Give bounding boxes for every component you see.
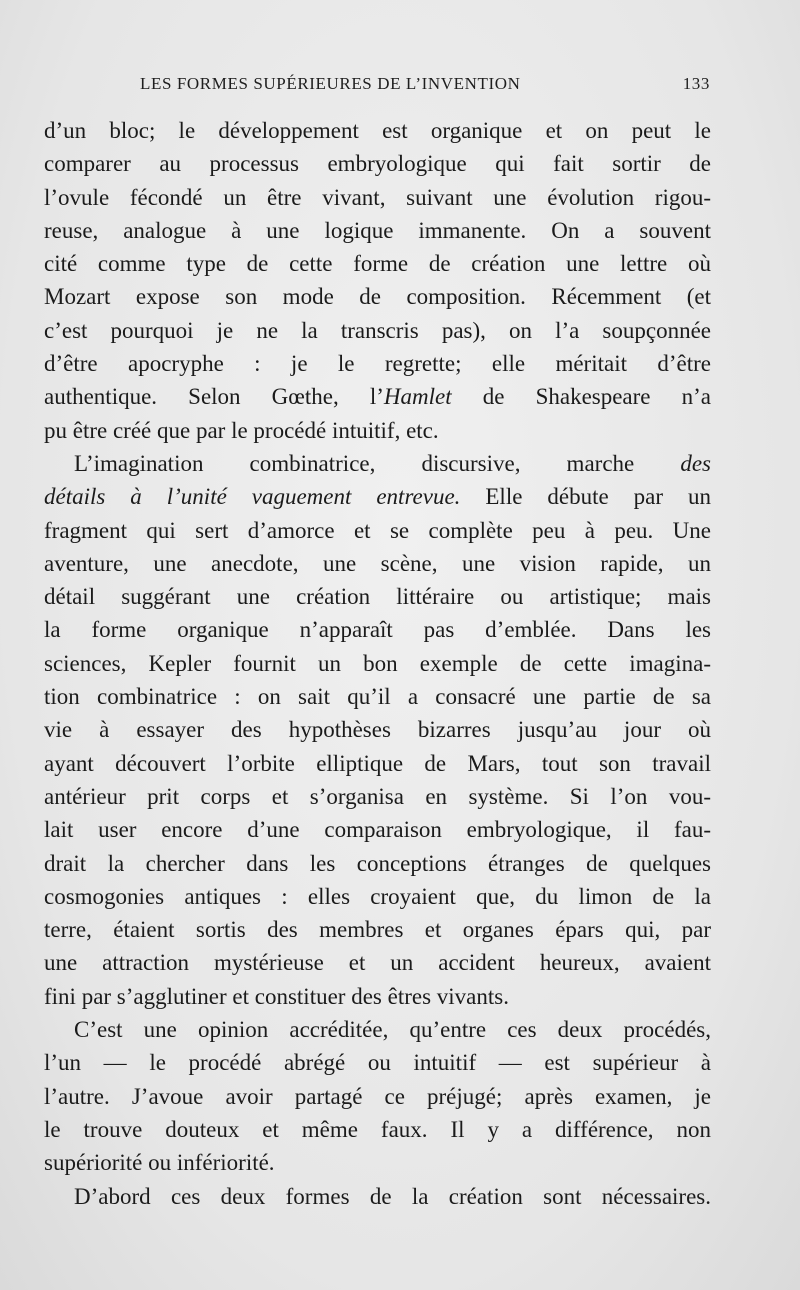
text-line	[44, 480, 711, 513]
text-line: D’abord ces deux formes de la création sont nécessaires.	[74, 1183, 711, 1209]
text-line: la forme organique n’apparaît pas d’emblée. Dans les	[44, 617, 711, 643]
text-line: antérieur prit corps et s’organisa en système. Si l’on vou-	[44, 783, 711, 809]
text-segment: L’imagination combinatrice, discursive, marche	[74, 450, 681, 476]
text-line: pu être créé que par le procédé intuitif, etc.	[44, 417, 439, 443]
text-line: ayant découvert l’orbite elliptique de Mars, tout son travail	[44, 750, 711, 776]
body-text	[44, 114, 711, 1213]
text-line: terre, étaient sortis des membres et organes épars qui, par	[44, 917, 711, 943]
text-line: supériorité ou infériorité.	[44, 1150, 275, 1176]
page-number: 133	[682, 74, 710, 93]
italic-segment: Hamlet	[383, 384, 452, 410]
text-line: C’est une opinion accréditée, qu’entre ces deux procédés,	[74, 1017, 711, 1043]
text-line: fini par s’agglutiner et constituer des êtres vivants.	[44, 983, 509, 1009]
text-line: vie à essayer des hypothèses bizarres jusqu’au jour où	[44, 717, 711, 743]
text-segment: authentique. Selon Gœthe, l’	[44, 384, 384, 410]
italic-segment: des	[680, 450, 711, 476]
running-head-title: LES FORMES SUPÉRIEURES DE L’INVENTION	[140, 74, 521, 93]
text-line	[44, 447, 711, 480]
text-segment: Elle débute par un	[460, 484, 711, 510]
text-line: drait la chercher dans les conceptions étranges de quelques	[44, 850, 711, 876]
text-line: c’est pourquoi je ne la transcris pas), on l’a soupçonnée	[44, 317, 711, 343]
text-line: le trouve douteux et même faux. Il y a différence, non	[44, 1116, 711, 1142]
text-line: une attraction mystérieuse et un accident heureux, avaient	[44, 950, 711, 976]
text-line: sciences, Kepler fournit un bon exemple de cette imagina-	[44, 650, 711, 676]
text-line: l’autre. J’avoue avoir partagé ce préjugé; après examen, je	[44, 1083, 711, 1109]
text-line: d’un bloc; le développement est organique et on peut le	[44, 118, 711, 143]
text-line: tion combinatrice : on sait qu’il a consacré une partie de sa	[44, 684, 711, 710]
text-line	[44, 380, 711, 413]
running-head	[140, 74, 710, 98]
text-line: Mozart expose son mode de composition. Récemment (et	[44, 284, 711, 310]
text-line: aventure, une anecdote, une scène, une vision rapide, un	[44, 550, 711, 576]
text-line: reuse, analogue à une logique immanente. On a souvent	[44, 217, 711, 243]
text-segment: de Shakespeare n’a	[451, 384, 711, 410]
text-line: détail suggérant une création littéraire ou artistique; mais	[44, 584, 711, 610]
text-line: cosmogonies antiques : elles croyaient que, du limon de la	[44, 883, 711, 909]
text-line: l’un — le procédé abrégé ou intuitif — est supérieur à	[44, 1050, 711, 1076]
text-line: lait user encore d’une comparaison embryologique, il fau-	[44, 817, 711, 843]
text-line: l’ovule fécondé un être vivant, suivant une évolution rigou-	[44, 184, 711, 210]
italic-segment: détails à l’unité vaguement entrevue.	[44, 484, 461, 510]
text-line: cité comme type de cette forme de création une lettre où	[44, 251, 711, 277]
text-line: fragment qui sert d’amorce et se complète peu à peu. Une	[44, 517, 711, 543]
text-line: d’être apocryphe : je le regrette; elle méritait d’être	[44, 351, 711, 377]
text-line: comparer au processus embryologique qui fait sortir de	[44, 151, 711, 177]
